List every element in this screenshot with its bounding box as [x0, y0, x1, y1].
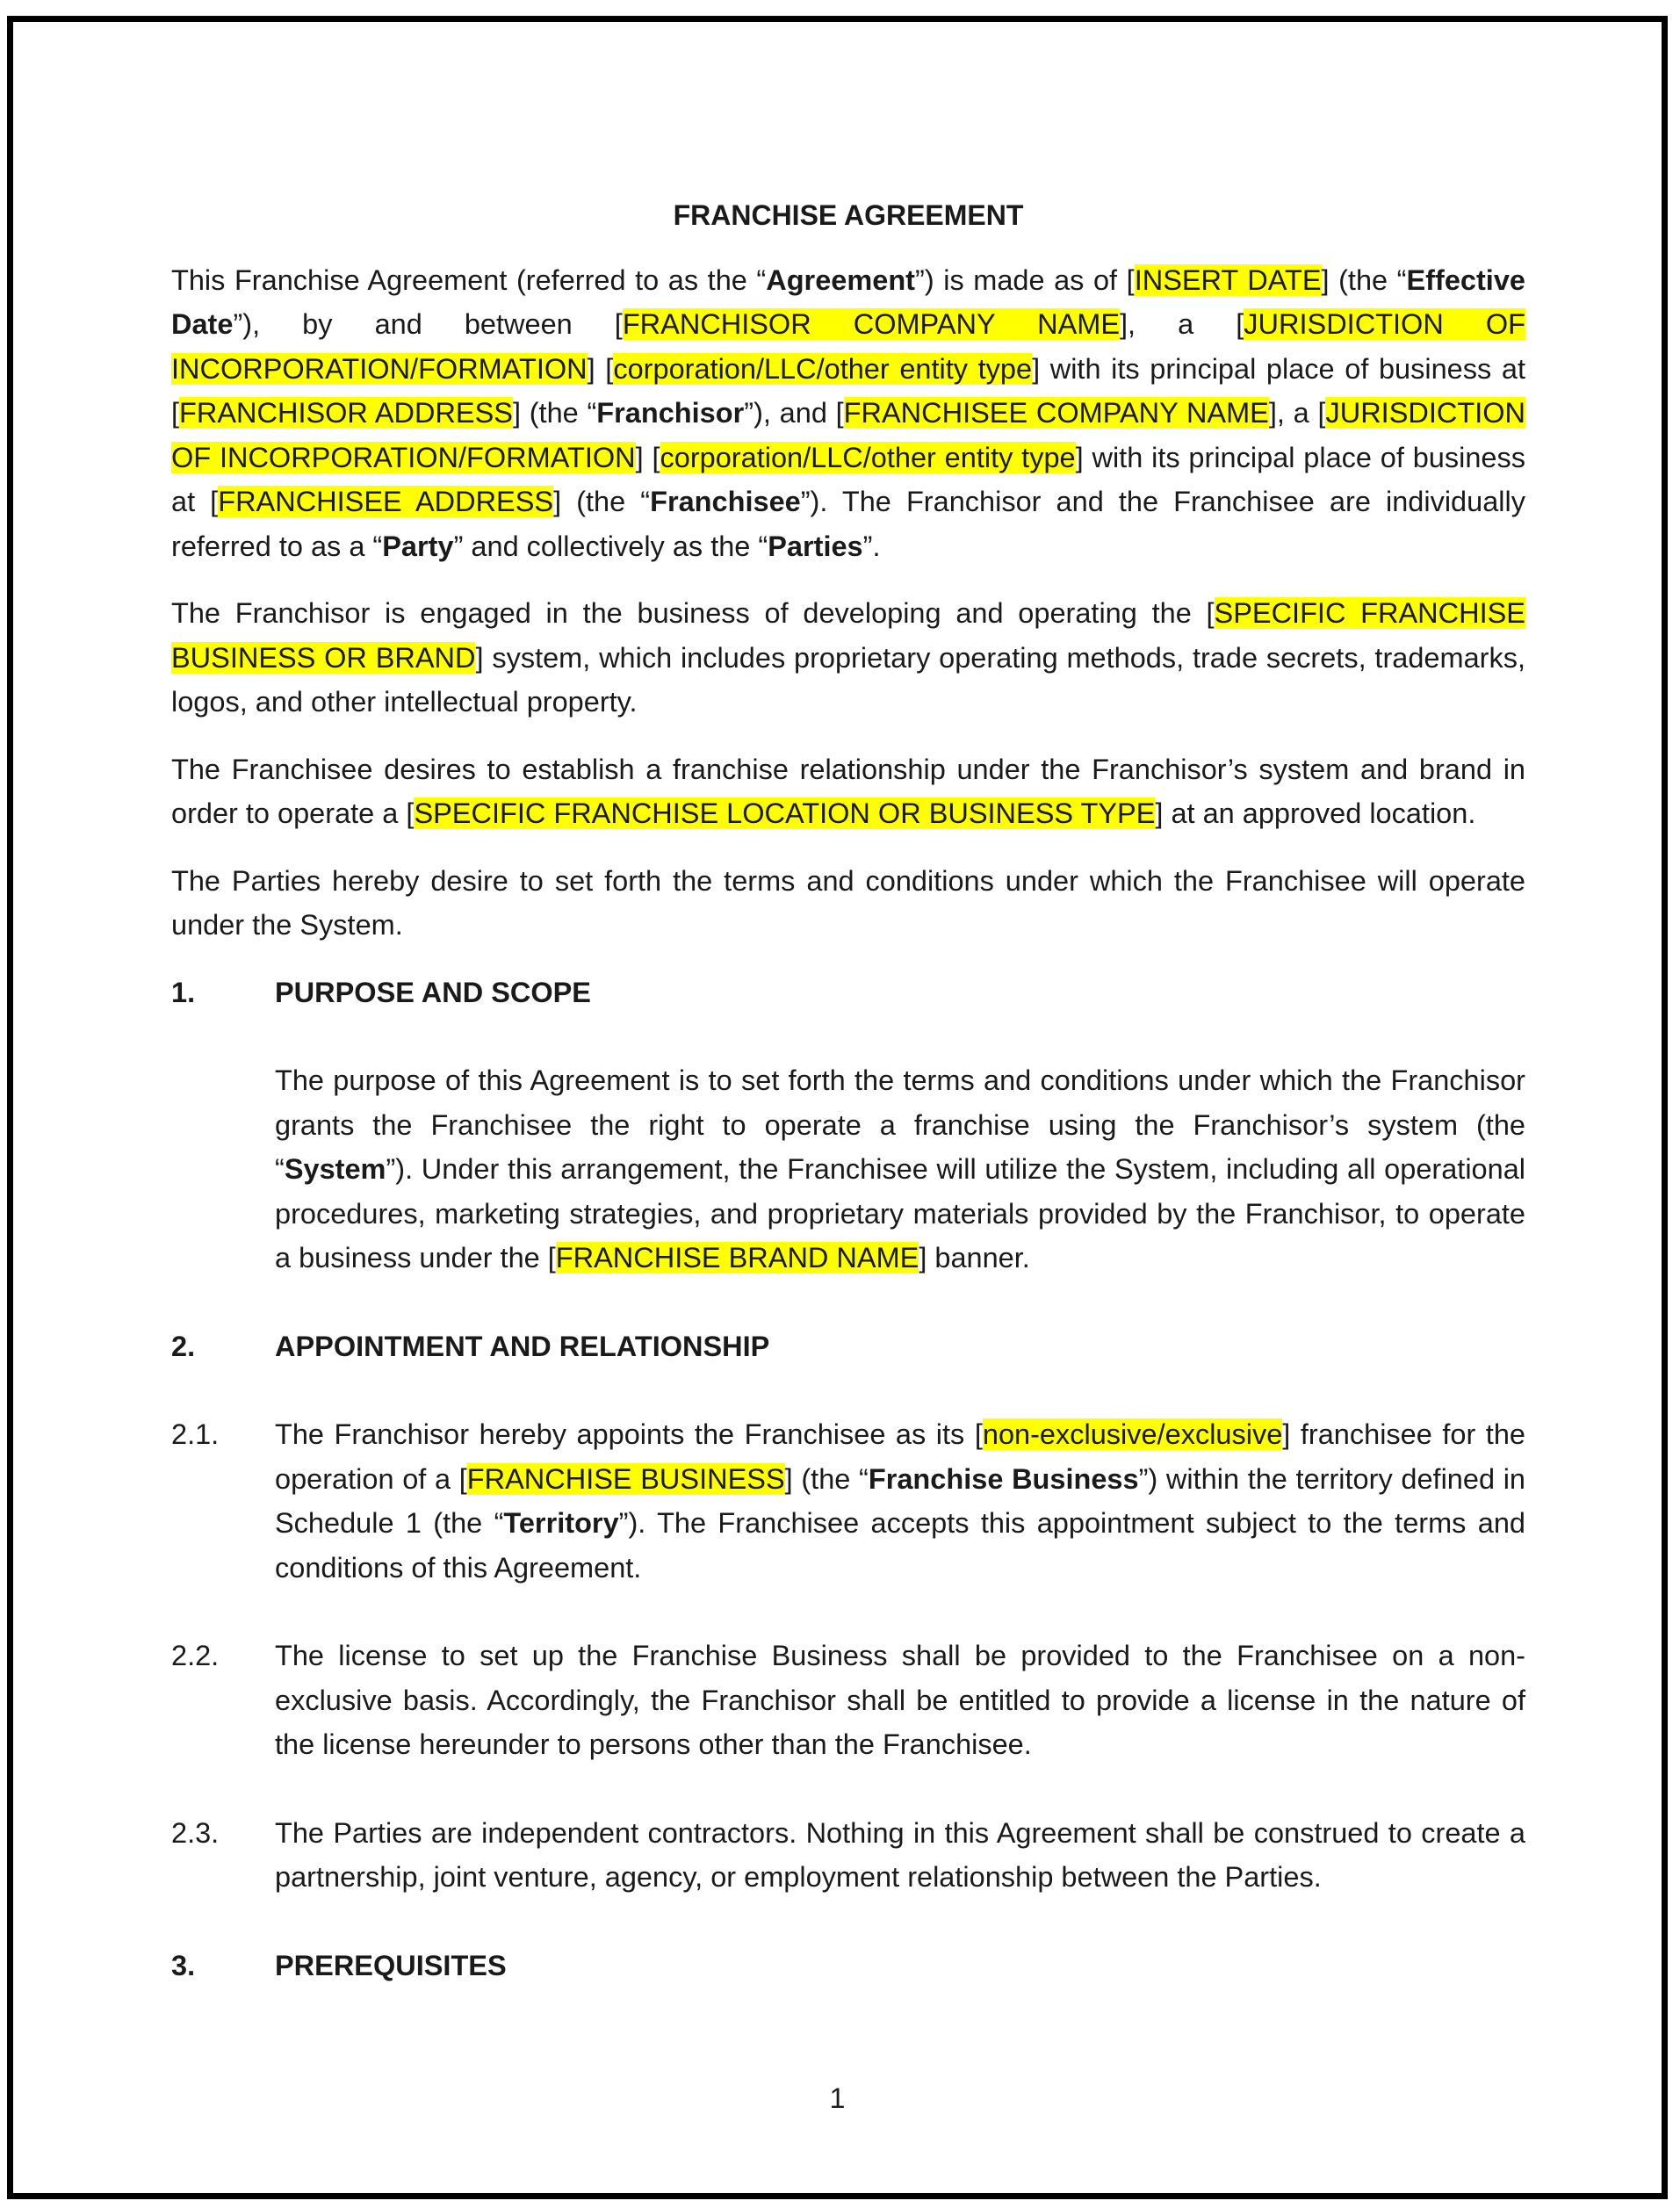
text-segment: ] at an approved location.: [1155, 797, 1476, 829]
franchisee-desire-paragraph: [171, 747, 1525, 836]
placeholder-field[interactable]: FRANCHISE BRAND NAME: [555, 1242, 919, 1274]
text-segment: ], a [: [1268, 397, 1326, 429]
section-number: 3.: [171, 1949, 196, 1981]
section-title: PURPOSE AND SCOPE: [275, 976, 591, 1008]
text-segment: ”) is made as of [: [915, 263, 1135, 296]
page-number: 1: [829, 2082, 846, 2114]
text-segment: ”). The Franchisee accepts this appointment subject to the terms and conditions of this Agreement.: [275, 1507, 1525, 1584]
text-segment: ] banner.: [919, 1242, 1030, 1274]
text-segment: ] (the “: [1321, 263, 1407, 296]
defined-term: Party: [382, 530, 454, 562]
clause-number: 2.3.: [171, 1816, 220, 1849]
text-segment: The Franchisor is engaged in the business of developing and operating the [: [171, 597, 1215, 629]
text-segment: ”). Under this arrangement, the Franchisee will utilize the System, including all operational procedures, marketing strategies, and proprietary materials provided by the Franchisor, to operate a business under the [: [275, 1153, 1525, 1274]
clause-2-1: [171, 1412, 1525, 1590]
text-segment: ”.: [862, 530, 881, 562]
text-segment: ] with its principal place of business at [: [171, 441, 1526, 517]
placeholder-field[interactable]: INSERT DATE: [1134, 263, 1322, 296]
text-segment: ] (the “: [553, 486, 651, 517]
clause-body: [275, 1412, 1525, 1590]
section-number: 2.: [171, 1330, 196, 1362]
clause-body: The license to set up the Franchise Business shall be provided to the Franchisee on a non-exclusive basis. Accordingly, the Franchisor shall be entitled to provide a license in the nature of the license hereunder to persons other than the Franchisee.: [275, 1640, 1525, 1760]
section-number: 1.: [171, 976, 196, 1008]
placeholder-field[interactable]: FRANCHISE BUSINESS: [466, 1462, 785, 1495]
text-segment: ] with its principal place of business at [: [171, 352, 1525, 429]
text-segment: The Franchisor hereby appoints the Franchisee as its [: [275, 1418, 983, 1450]
clause-2-2: [171, 1634, 1525, 1767]
defined-term: Franchisee: [650, 486, 801, 517]
placeholder-field[interactable]: FRANCHISEE ADDRESS: [218, 486, 554, 517]
text-segment: The Parties hereby desire to set forth the terms and conditions under which the Franchisee will operate under the System.: [171, 864, 1525, 941]
placeholder-field[interactable]: non-exclusive/exclusive: [982, 1418, 1283, 1450]
section-3-heading: [171, 1944, 1525, 1988]
text-segment: ] [: [635, 441, 660, 473]
section-title: APPOINTMENT AND RELATIONSHIP: [275, 1330, 770, 1362]
defined-term: Franchisor: [596, 397, 745, 429]
terms-paragraph: [171, 859, 1525, 948]
section-1-body: [275, 1058, 1525, 1281]
text-segment: The Franchisee desires to establish a franchise relationship under the Franchisor’s system and brand in order to operate a [: [171, 753, 1525, 829]
text-segment: ] franchisee for the operation of a [: [275, 1418, 1525, 1495]
text-segment: This Franchise Agreement (referred to as the “: [171, 263, 767, 296]
clause-number: 2.2.: [171, 1640, 220, 1671]
document-title: FRANCHISE AGREEMENT: [673, 199, 1024, 231]
placeholder-field[interactable]: JURISDICTION OF INCORPORATION/FORMATION: [171, 308, 1525, 385]
text-segment: ”). The Franchisor and the Franchisee are individually referred to as a “: [171, 486, 1525, 562]
text-segment: ”), and [: [744, 397, 844, 429]
text-segment: ”) within the territory defined in Schedule 1 (the “: [275, 1462, 1525, 1539]
business-paragraph: [171, 591, 1525, 725]
defined-term: Parties: [768, 530, 863, 562]
text-segment: The purpose of this Agreement is to set forth the terms and conditions under which the Franchisor grants the Franchisee the right to operate a franchise using the Franchisor’s system (the “: [275, 1064, 1525, 1185]
text-segment: ], a [: [1120, 308, 1244, 340]
clause-body: The Parties are independent contractors. Nothing in this Agreement shall be construed to create a partnership, joint venture, agency, or employment relationship between the Parties.: [275, 1816, 1525, 1893]
defined-term: Territory: [503, 1507, 619, 1539]
document-body: [171, 193, 1525, 2031]
text-segment: ” and collectively as the “: [453, 530, 768, 562]
text-segment: ] system, which includes proprietary operating methods, trade secrets, trademarks, logos, and other intellectual property.: [171, 641, 1525, 718]
clause-number: 2.1.: [171, 1418, 220, 1450]
placeholder-field[interactable]: SPECIFIC FRANCHISE BUSINESS OR BRAND: [171, 597, 1525, 674]
text-segment: ] [: [587, 352, 614, 385]
defined-term: Agreement: [766, 263, 916, 296]
placeholder-field[interactable]: JURISDICTION OF INCORPORATION/FORMATION: [171, 397, 1525, 473]
defined-term: Effective Date: [171, 263, 1525, 340]
placeholder-field[interactable]: FRANCHISEE COMPANY NAME: [843, 397, 1269, 429]
placeholder-field[interactable]: corporation/LLC/other entity type: [660, 441, 1076, 473]
placeholder-field[interactable]: corporation/LLC/other entity type: [613, 352, 1033, 385]
text-segment: ] (the “: [784, 1462, 869, 1495]
placeholder-field[interactable]: FRANCHISOR COMPANY NAME: [622, 308, 1121, 340]
clause-2-3: [171, 1811, 1525, 1900]
placeholder-field[interactable]: SPECIFIC FRANCHISE LOCATION OR BUSINESS TYPE: [414, 797, 1156, 829]
section-title: PREREQUISITES: [275, 1949, 507, 1981]
section-1-heading: [171, 971, 1525, 1015]
intro-paragraph: [171, 258, 1525, 569]
text-segment: ”), by and between [: [233, 308, 623, 340]
defined-term: System: [284, 1153, 386, 1185]
defined-term: Franchise Business: [868, 1462, 1139, 1495]
section-2-heading: [171, 1324, 1525, 1369]
document-page: [7, 16, 1668, 2199]
placeholder-field[interactable]: FRANCHISOR ADDRESS: [179, 397, 513, 429]
text-segment: ] (the “: [512, 397, 597, 429]
